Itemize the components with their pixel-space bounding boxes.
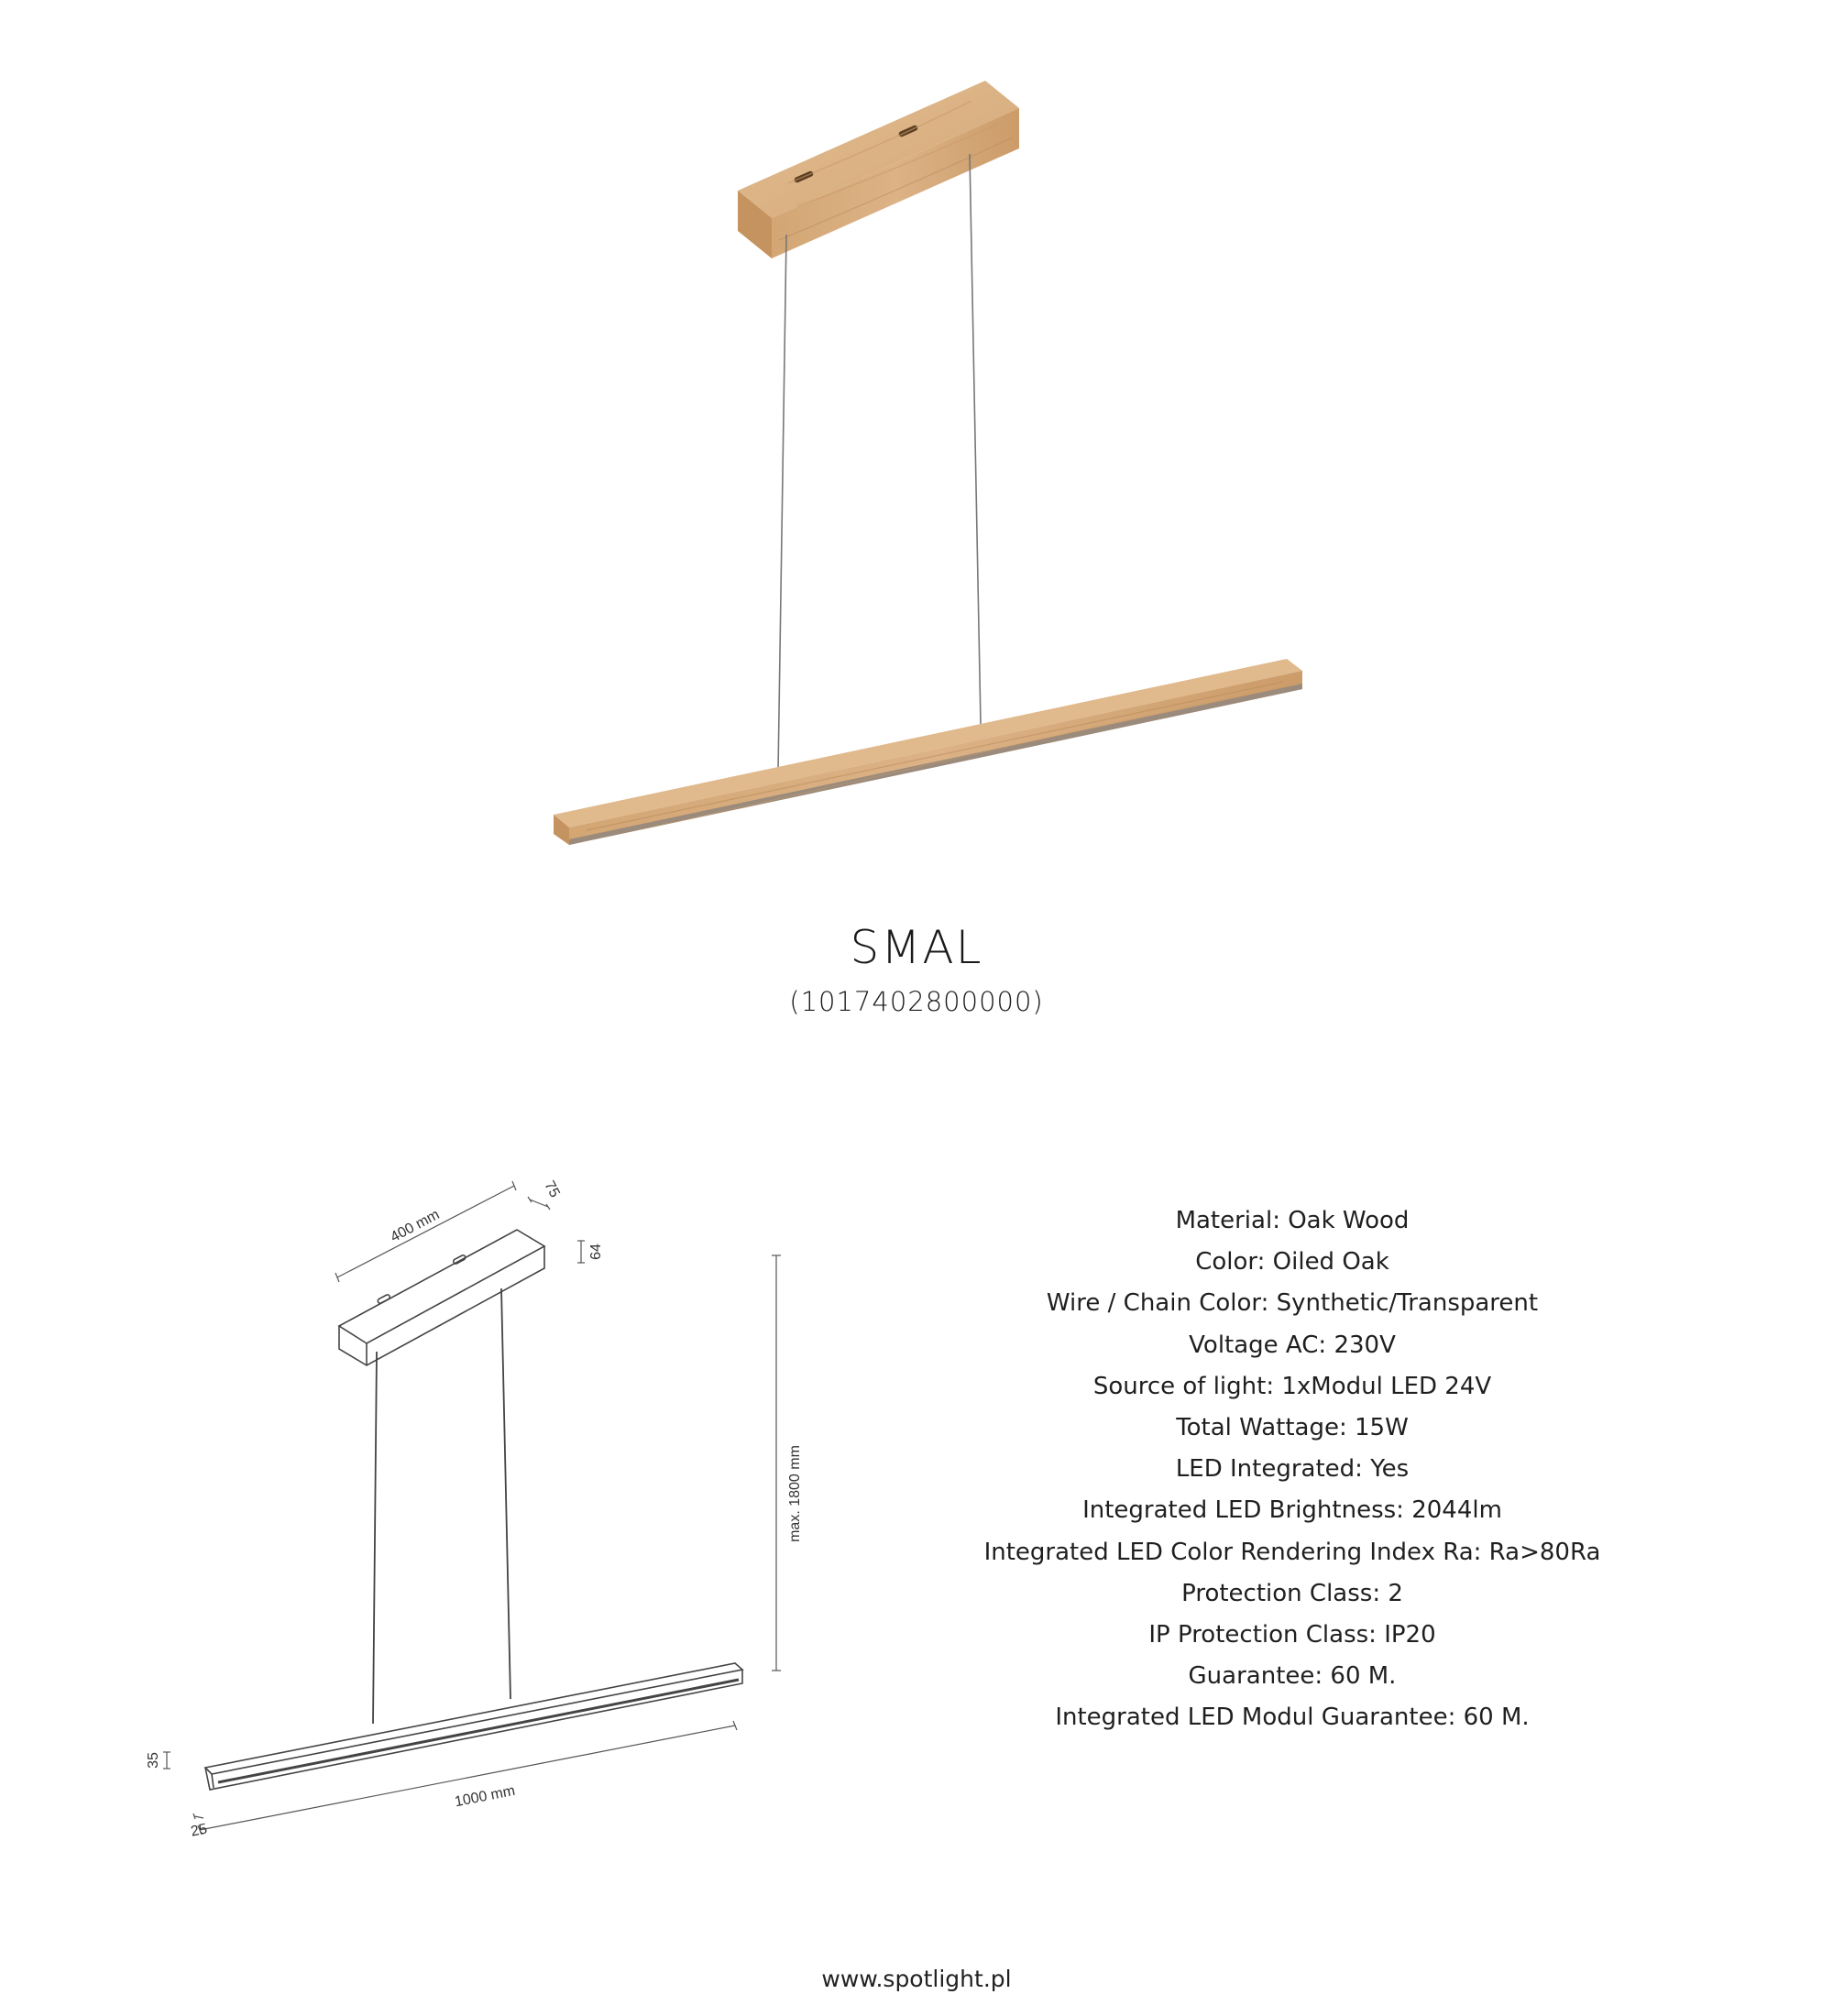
wire-right [970, 154, 981, 724]
product-name: SMAL [850, 921, 983, 974]
product-photo [0, 0, 1833, 880]
spec-module-guarantee: Integrated LED Modul Guarantee: 60 M. [1055, 1704, 1530, 1732]
spec-wattage: Total Wattage: 15W [1176, 1413, 1409, 1441]
light-bar-photo [554, 659, 1302, 845]
canopy-height-label: 64 [588, 1244, 604, 1260]
spec-wire-color: Wire / Chain Color: Synthetic/Transparent [1046, 1289, 1539, 1318]
drawing-wire-left [373, 1352, 377, 1724]
spec-led-integrated: LED Integrated: Yes [1175, 1455, 1410, 1484]
canopy-depth-label: 75 [541, 1178, 563, 1200]
bar-depth-label: 25 [189, 1821, 209, 1840]
max-height-label: max. 1800 mm [787, 1445, 803, 1542]
spec-material: Material: Oak Wood [1175, 1207, 1410, 1234]
drawing-wire-right [501, 1288, 510, 1699]
spec-protection-class: Protection Class: 2 [1181, 1579, 1403, 1607]
spec-brightness: Integrated LED Brightness: 2044lm [1082, 1496, 1502, 1525]
technical-drawing [0, 1136, 825, 1851]
canopy-photo [738, 81, 1019, 258]
product-code: (1017402800000) [789, 986, 1044, 1017]
spec-light-source: Source of light: 1xModul LED 24V [1092, 1372, 1492, 1400]
wire-left [778, 235, 786, 772]
canopy-length-label: 400 mm [388, 1206, 443, 1246]
spec-voltage: Voltage AC: 230V [1189, 1331, 1396, 1359]
website-link[interactable]: www.spotlight.pl [821, 1966, 1012, 1992]
bar-length-label: 1000 mm [453, 1782, 517, 1811]
spec-cri: Integrated LED Color Rendering Index Ra: Ra>80Ra [983, 1538, 1601, 1566]
canopy-outline [339, 1230, 544, 1365]
bar-outline [205, 1663, 742, 1790]
spec-ip-class: IP Protection Class: IP20 [1148, 1620, 1436, 1649]
spec-guarantee: Guarantee: 60 M. [1188, 1662, 1397, 1691]
spec-color: Color: Oiled Oak [1195, 1248, 1389, 1276]
specifications-list [971, 1200, 1613, 1738]
bar-height-label: 35 [146, 1752, 161, 1769]
